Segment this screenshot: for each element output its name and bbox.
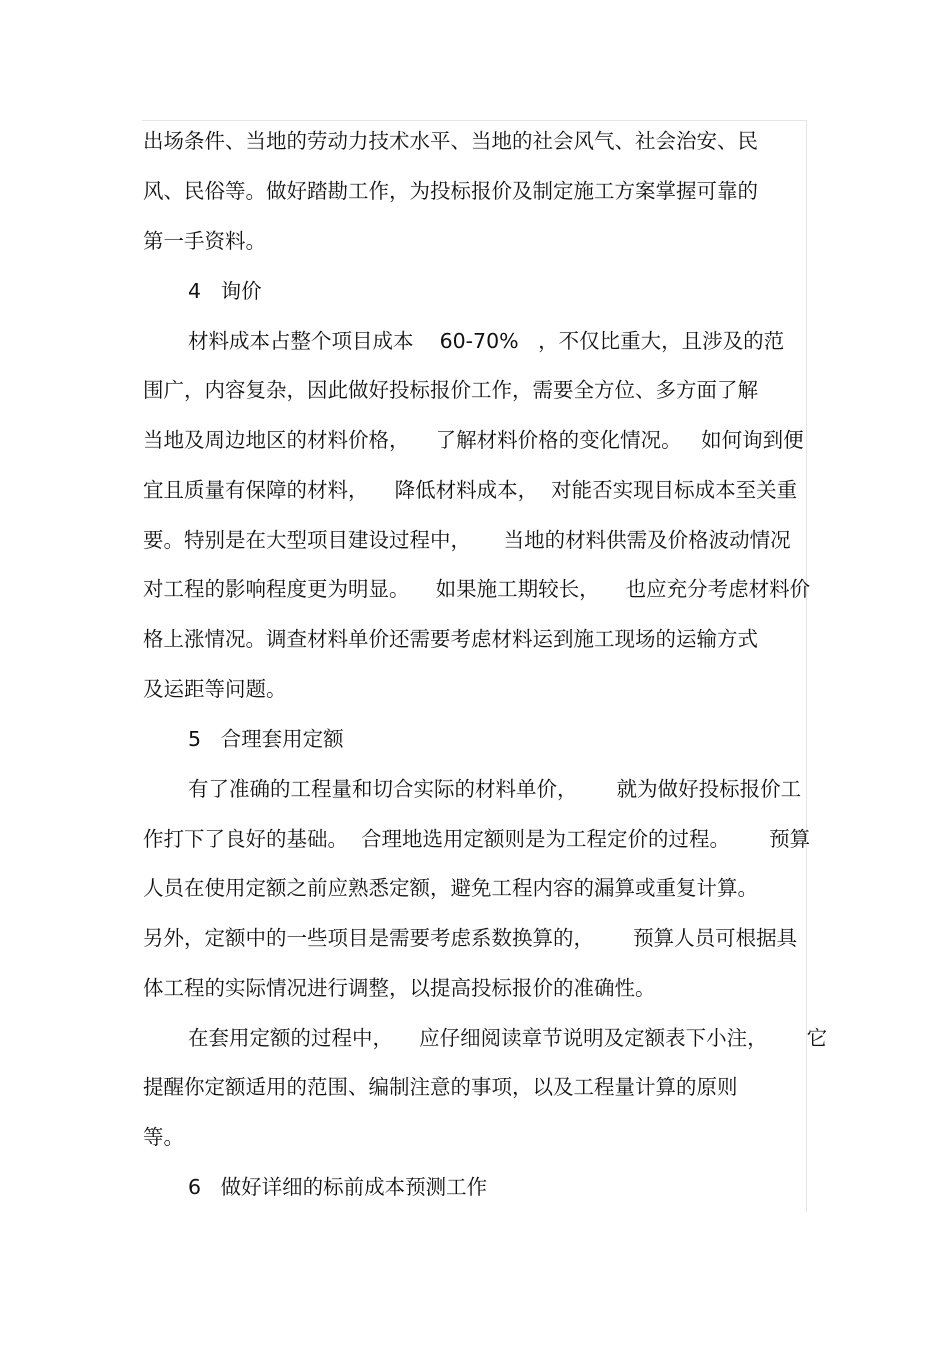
text-line: 提醒你定额适用的范围、编制注意的事项，以及工程量计算的原则 (143, 1075, 738, 1099)
section-heading-6: 6 做好详细的标前成本预测工作 (188, 1175, 488, 1199)
section-heading-4: 4 询价 (188, 279, 262, 303)
text-line: 在套用定额的过程中， 应仔细阅读章节说明及定额表下小注， 它 (188, 1026, 828, 1050)
text-line: 材料成本占整个项目成本 60-70% ，不仅比重大，且涉及的范 (188, 329, 785, 353)
text-line: 格上涨情况。调查材料单价还需要考虑材料运到施工现场的运输方式 (143, 627, 758, 651)
text-line: 有了准确的工程量和切合实际的材料单价， 就为做好投标报价工 (188, 777, 802, 801)
text-line: 围广，内容复杂，因此做好投标报价工作，需要全方位、多方面了解 (143, 378, 758, 402)
text-line: 作打下了良好的基础。 合理地选用定额则是为工程定价的过程。 预算 (143, 827, 811, 851)
text-line: 对工程的影响程度更为明显。 如果施工期较长， 也应充分考虑材料价 (143, 577, 811, 601)
section-heading-5: 5 合理套用定额 (188, 727, 344, 751)
text-line: 出场条件、当地的劳动力技术水平、当地的社会风气、社会治安、民 (143, 129, 758, 153)
text-line: 第一手资料。 (143, 229, 266, 253)
text-line: 另外，定额中的一些项目是需要考虑系数换算的， 预算人员可根据具 (143, 926, 798, 950)
text-line: 等。 (143, 1125, 184, 1149)
text-line: 宜且质量有保障的材料， 降低材料成本， 对能否实现目标成本至关重 (143, 478, 798, 502)
text-line: 要。特别是在大型项目建设过程中， 当地的材料供需及价格波动情况 (143, 528, 791, 552)
text-line: 风、民俗等。做好踏勘工作，为投标报价及制定施工方案掌握可靠的 (143, 179, 758, 203)
text-line: 当地及周边地区的材料价格， 了解材料价格的变化情况。 如何询到便 (143, 428, 804, 452)
text-line: 及运距等问题。 (143, 677, 287, 701)
text-line: 体工程的实际情况进行调整，以提高投标报价的准确性。 (143, 976, 656, 1000)
text-line: 人员在使用定额之前应熟悉定额，避免工程内容的漏算或重复计算。 (143, 876, 758, 900)
